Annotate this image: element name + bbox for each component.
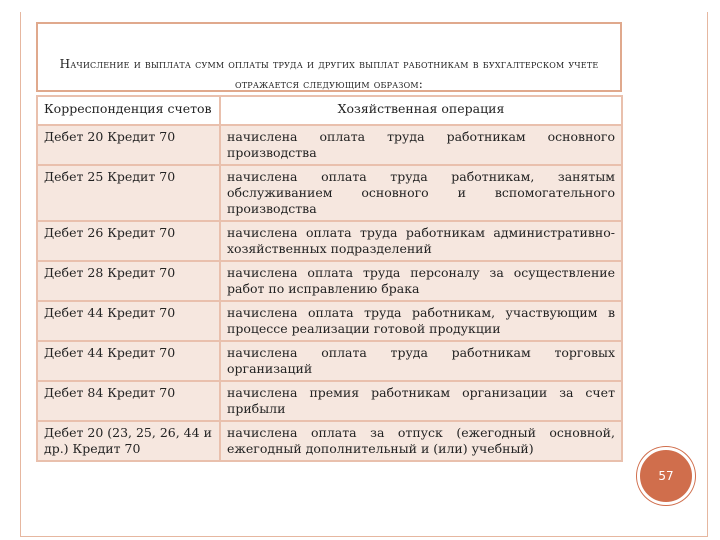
page-number-badge: 57	[637, 447, 695, 505]
account-cell: Дебет 20 (23, 25, 26, 44 и др.) Кредит 70	[37, 421, 220, 461]
account-cell: Дебет 20 Кредит 70	[37, 125, 220, 165]
operation-cell: начислена премия работникам организации за счет прибыли	[220, 381, 622, 421]
slide-title: Начисление и выплата сумм оплаты труда и других выплат работникам в бухгалтерском учете отражается следующим образом:	[59, 57, 599, 91]
table-row	[37, 261, 622, 301]
operation-cell: начислена оплата за отпуск (ежегодный основной, ежегодный дополнительный и (или) учебный)	[220, 421, 622, 461]
table-row	[37, 381, 622, 421]
account-cell: Дебет 44 Кредит 70	[37, 301, 220, 341]
operation-cell: начислена оплата труда работникам, занятым обслуживанием основного и вспомогательного производства	[220, 165, 622, 221]
account-cell: Дебет 44 Кредит 70	[37, 341, 220, 381]
table-header-row	[37, 96, 622, 125]
table-row	[37, 221, 622, 261]
header-operation: Хозяйственная операция	[220, 96, 622, 125]
account-cell: Дебет 84 Кредит 70	[37, 381, 220, 421]
table-row	[37, 165, 622, 221]
table-row	[37, 341, 622, 381]
operation-cell: начислена оплата труда персоналу за осуществление работ по исправлению брака	[220, 261, 622, 301]
account-cell: Дебет 26 Кредит 70	[37, 221, 220, 261]
accounting-table	[36, 95, 623, 462]
account-cell: Дебет 25 Кредит 70	[37, 165, 220, 221]
operation-cell: начислена оплата труда работникам административно-хозяйственных подразделений	[220, 221, 622, 261]
operation-cell: начислена оплата труда работникам, участвующим в процессе реализации готовой продукции	[220, 301, 622, 341]
header-accounts: Корреспонденция счетов	[37, 96, 220, 125]
operation-cell: начислена оплата труда работникам торговых организаций	[220, 341, 622, 381]
table-row	[37, 421, 622, 461]
table-row	[37, 125, 622, 165]
account-cell: Дебет 28 Кредит 70	[37, 261, 220, 301]
title-box	[36, 22, 622, 92]
operation-cell: начислена оплата труда работникам основного производства	[220, 125, 622, 165]
table-row	[37, 301, 622, 341]
